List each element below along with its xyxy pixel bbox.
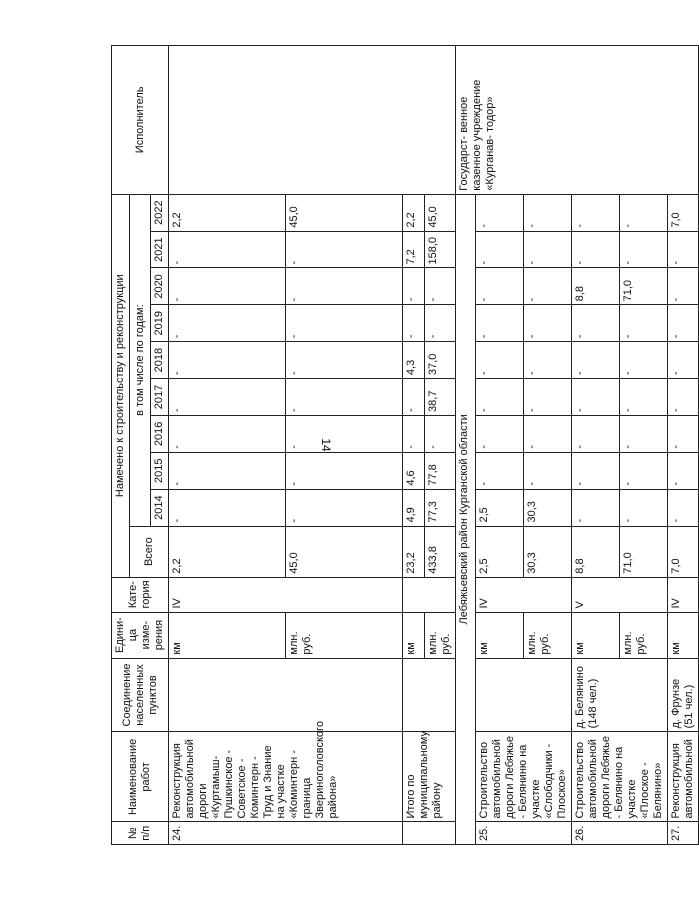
year-cell: -: [403, 268, 425, 305]
row-name: Итого по муниципальному району: [403, 732, 456, 822]
row-connection: [476, 658, 572, 732]
year-cell: -: [572, 305, 620, 342]
row-unit: млн. руб.: [286, 612, 403, 658]
header-year-2021: 2021: [151, 231, 169, 268]
year-cell: -: [476, 415, 524, 452]
year-cell: -: [476, 194, 524, 231]
row-unit: млн. руб.: [620, 612, 668, 658]
row-category: [403, 577, 456, 612]
rotated-sheet: [111, 45, 695, 845]
year-cell: -: [169, 489, 286, 526]
year-cell: 71,0: [620, 268, 668, 305]
year-cell: -: [668, 379, 699, 416]
year-cell: -: [668, 268, 699, 305]
year-cell: 45,0: [286, 194, 403, 231]
year-cell: -: [476, 452, 524, 489]
header-year-2016: 2016: [151, 415, 169, 452]
year-cell: -: [572, 379, 620, 416]
year-cell: -: [403, 379, 425, 416]
region-row: [456, 46, 476, 845]
year-cell: -: [524, 342, 572, 379]
table-row: [169, 46, 286, 845]
year-cell: -: [169, 342, 286, 379]
year-cell: -: [572, 489, 620, 526]
year-cell: 4,6: [403, 452, 425, 489]
year-cell: -: [524, 415, 572, 452]
year-cell: 2,2: [403, 194, 425, 231]
header-year-2018: 2018: [151, 342, 169, 379]
row-total: 2,5: [476, 526, 524, 577]
year-cell: 77,8: [425, 452, 456, 489]
year-cell: -: [524, 194, 572, 231]
row-unit: млн. руб.: [524, 612, 572, 658]
row-num: 26.: [572, 822, 668, 845]
year-cell: -: [524, 452, 572, 489]
year-cell: -: [620, 194, 668, 231]
row-category: IV: [668, 577, 699, 612]
year-cell: -: [620, 305, 668, 342]
year-cell: 2,5: [476, 489, 524, 526]
year-cell: -: [286, 342, 403, 379]
year-cell: 30,3: [524, 489, 572, 526]
row-total: 433,8: [425, 526, 456, 577]
year-cell: -: [286, 452, 403, 489]
year-cell: 2,2: [169, 194, 286, 231]
region-title: Лебяжьевский район Курганской области: [456, 194, 476, 844]
year-cell: -: [668, 452, 699, 489]
year-cell: -: [476, 305, 524, 342]
row-category: IV: [169, 577, 403, 612]
row-name: Строительство автомобильной дороги Лебяжье - Беляниню на участке «Слободчики - Плоское»: [476, 732, 572, 822]
year-cell: -: [476, 379, 524, 416]
header-year-2015: 2015: [151, 452, 169, 489]
year-cell: -: [286, 415, 403, 452]
row-num: 27.: [668, 822, 699, 845]
page-number: 14: [319, 438, 333, 452]
year-cell: 7,2: [403, 231, 425, 268]
year-cell: -: [524, 379, 572, 416]
year-cell: 45,0: [425, 194, 456, 231]
year-cell: -: [620, 452, 668, 489]
year-cell: -: [169, 268, 286, 305]
year-cell: -: [668, 489, 699, 526]
executor-blank: [169, 46, 456, 195]
year-cell: -: [572, 415, 620, 452]
row-category: V: [572, 577, 668, 612]
year-cell: 77,3: [425, 489, 456, 526]
row-unit: км: [169, 612, 286, 658]
year-cell: 37,0: [425, 342, 456, 379]
row-name: Строительство автомобильной дороги Лебяжье - Белянино на участке «Плоское - Белянино»: [572, 732, 668, 822]
year-cell: -: [403, 305, 425, 342]
header-year-2014: 2014: [151, 489, 169, 526]
row-connection: д. Фрунзе (51 чел.): [668, 658, 699, 732]
header-year-2022: 2022: [151, 194, 169, 231]
year-cell: 4,3: [403, 342, 425, 379]
year-cell: -: [620, 342, 668, 379]
year-cell: -: [572, 194, 620, 231]
year-cell: -: [169, 379, 286, 416]
header-by-years: в том числе по годам:: [130, 194, 151, 526]
year-cell: -: [620, 415, 668, 452]
year-cell: -: [668, 342, 699, 379]
roads-table: [111, 45, 699, 845]
row-category: IV: [476, 577, 572, 612]
row-connection: д. Белянино (148 чел.): [572, 658, 668, 732]
row-num: 24.: [169, 822, 403, 845]
year-cell: -: [286, 268, 403, 305]
header-year-2017: 2017: [151, 379, 169, 416]
year-cell: -: [668, 415, 699, 452]
year-cell: 38,7: [425, 379, 456, 416]
year-cell: -: [668, 231, 699, 268]
year-cell: -: [425, 268, 456, 305]
header-name: Наименование работ: [112, 732, 169, 822]
year-cell: -: [286, 379, 403, 416]
executor: Государст- венное казенное учреждение «Курганав- тодор»: [456, 46, 699, 195]
year-cell: -: [476, 231, 524, 268]
year-cell: -: [169, 231, 286, 268]
row-unit: км: [476, 612, 524, 658]
year-cell: -: [425, 415, 456, 452]
year-cell: -: [169, 305, 286, 342]
row-total: 8,8: [572, 526, 620, 577]
row-num: 25.: [476, 822, 572, 845]
year-cell: -: [572, 231, 620, 268]
year-cell: -: [572, 342, 620, 379]
header-connection: Соединение населенных пунктов: [112, 658, 169, 732]
header-num: № п/п: [112, 822, 169, 845]
header-category: Кате- гория: [112, 577, 169, 612]
header-unit: Едини- ца изме- рения: [112, 612, 169, 658]
row-name: Реконструкция автомобильной дороги «Куртамыш- Пушкинское - Советское - Коминтерн - Труд и Знание на участке «Коминтерн - граница Звериноголовского района»: [169, 732, 403, 822]
row-total: 23,2: [403, 526, 425, 577]
row-total: 2,2: [169, 526, 286, 577]
year-cell: -: [169, 415, 286, 452]
header-total: Всего: [130, 526, 169, 577]
header-executor: Исполнитель: [112, 46, 169, 195]
row-unit: км: [572, 612, 620, 658]
row-total: 45,0: [286, 526, 403, 577]
row-unit: км: [668, 612, 699, 658]
year-cell: -: [403, 415, 425, 452]
row-total: 30,3: [524, 526, 572, 577]
row-total: 7,0: [668, 526, 699, 577]
year-cell: -: [524, 231, 572, 268]
year-cell: 4,9: [403, 489, 425, 526]
row-name: Реконструкция автомобильной: [668, 732, 699, 822]
year-cell: -: [524, 268, 572, 305]
header-year-2019: 2019: [151, 305, 169, 342]
year-cell: -: [286, 489, 403, 526]
year-cell: -: [620, 231, 668, 268]
row-unit: км: [403, 612, 425, 658]
year-cell: -: [524, 305, 572, 342]
year-cell: -: [572, 452, 620, 489]
year-cell: -: [476, 342, 524, 379]
year-cell: -: [476, 268, 524, 305]
year-cell: -: [620, 379, 668, 416]
year-cell: -: [620, 489, 668, 526]
row-connection: [169, 658, 403, 732]
year-cell: -: [169, 452, 286, 489]
year-cell: 158,0: [425, 231, 456, 268]
year-cell: -: [286, 231, 403, 268]
year-cell: -: [425, 305, 456, 342]
header-planned: Намечено к строительству и реконструкции: [112, 194, 130, 577]
row-unit: млн. руб.: [425, 612, 456, 658]
row-num: [403, 822, 456, 845]
year-cell: -: [668, 305, 699, 342]
row-total: 71,0: [620, 526, 668, 577]
year-cell: 7,0: [668, 194, 699, 231]
year-cell: -: [286, 305, 403, 342]
header-year-2020: 2020: [151, 268, 169, 305]
row-connection: [403, 658, 456, 732]
year-cell: 8,8: [572, 268, 620, 305]
